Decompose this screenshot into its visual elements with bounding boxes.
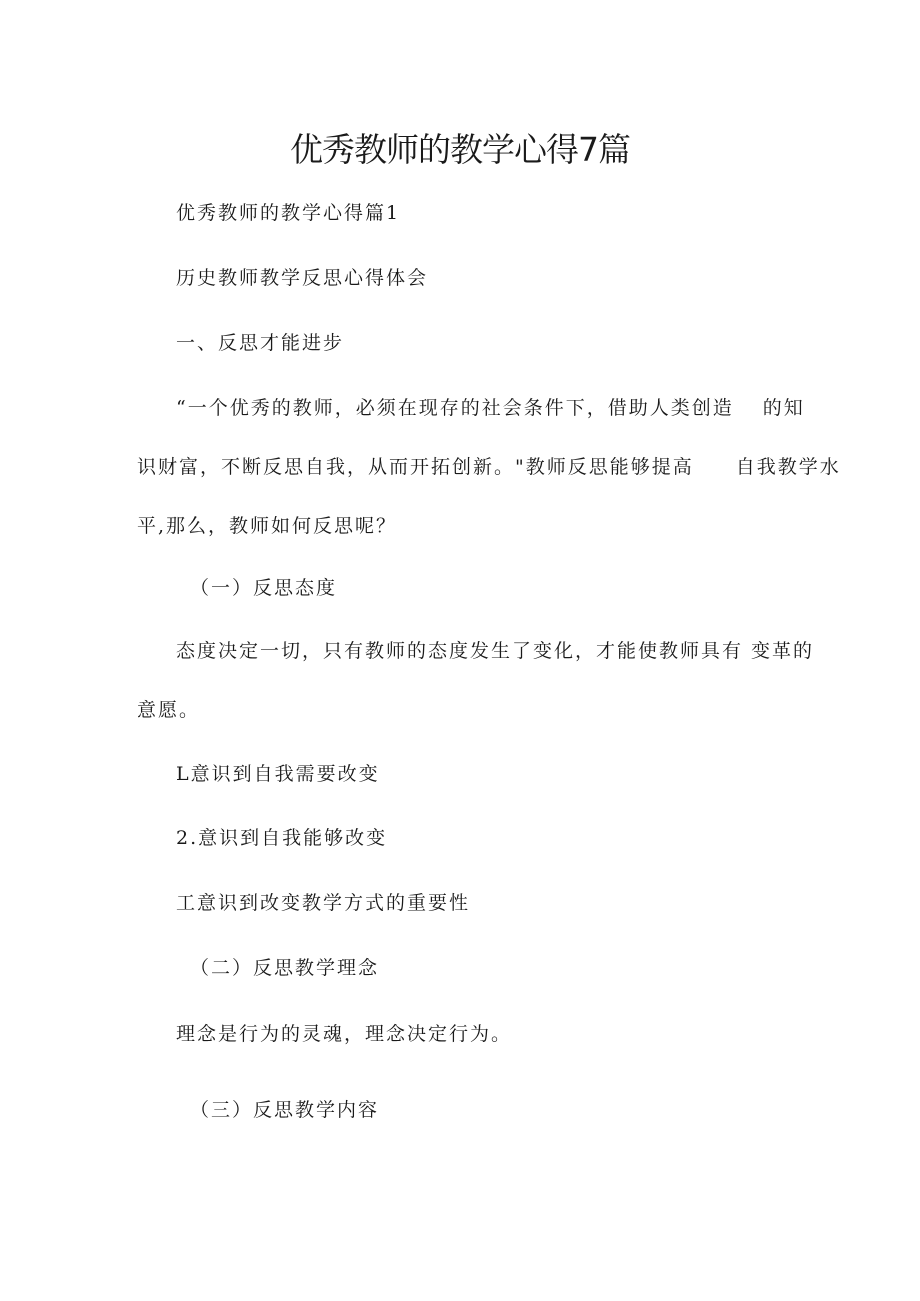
quote-paragraph-line-1: “一个优秀的教师，必须在现存的社会条件下，借助人类创造 的知 [176,397,805,419]
article-subtitle: 优秀教师的教学心得篇1 [176,202,401,224]
concept-paragraph: 理念是行为的灵魂，理念决定行为。 [176,1023,513,1045]
attitude-paragraph-line-2: 意愿。 [137,699,201,721]
part-one-heading: 一、反思才能进步 [176,332,345,354]
list-item-1: L意识到自我需要改变 [176,763,380,785]
sub-heading-concept: （二）反思教学理念 [190,957,380,979]
attitude-paragraph-line-1: 态度决定一切，只有教师的态度发生了变化，才能使教师具有 变革的 [176,640,815,662]
list-item-3: 工意识到改变教学方式的重要性 [176,892,471,914]
sub-heading-content: （三）反思教学内容 [190,1099,380,1121]
quote-paragraph-line-2: 识财富，不断反思自我，从而开拓创新。"教师反思能够提高 自我教学水 [137,456,841,478]
document-title: 优秀教师的教学心得7篇 [290,130,630,169]
quote-paragraph-line-3: 平,那么，教师如何反思呢？ [137,515,398,537]
list-item-2: 2.意识到自我能够改变 [176,827,388,849]
section-heading: 历史教师教学反思心得体会 [176,267,429,289]
sub-heading-attitude: （一）反思态度 [190,577,338,599]
